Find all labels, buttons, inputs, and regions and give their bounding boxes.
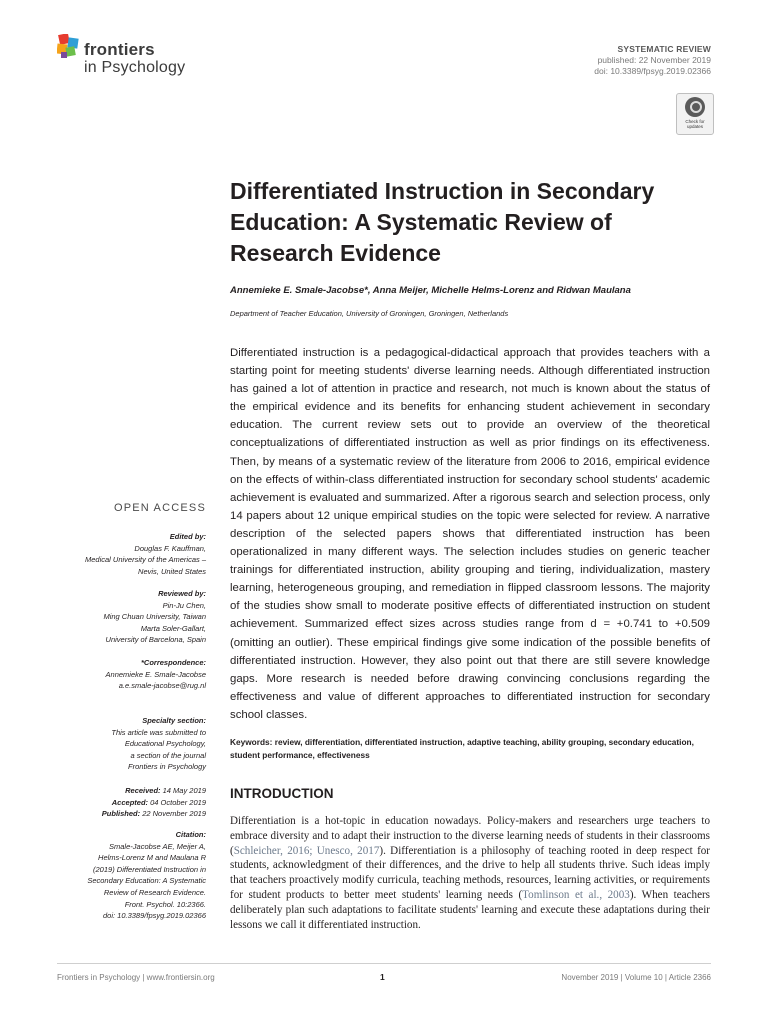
- accepted-value: 04 October 2019: [148, 797, 206, 807]
- open-access-label: OPEN ACCESS: [113, 502, 206, 514]
- editor-line: Douglas F. Kauffman,: [134, 543, 206, 553]
- received-label: Received:: [125, 786, 161, 795]
- accepted-label: Accepted:: [111, 797, 149, 807]
- reviewer-line: Ming Chuan University, Taiwan: [103, 612, 206, 622]
- publish-date: published: 22 November 2019: [597, 55, 711, 65]
- published-label: Published:: [101, 809, 141, 819]
- intro-text: Differentiation is a hot-topic in education nowadays. Policy-makers and researchers urge teachers to embrace diversity and to adapt their instruction to the diverse learning needs of students in their classrooms (: [230, 815, 710, 857]
- footer-journal: Frontiers in Psychology | www.frontiersin.org: [57, 973, 215, 982]
- article-title: Differentiated Instruction in Secondary Education: A Systematic Review of Research Evidence: [230, 178, 655, 266]
- check-updates-label: Check for updates: [685, 119, 705, 129]
- edited-by-label: Edited by:: [169, 532, 206, 541]
- keywords: Keywords: review, differentiation, differentiated instruction, adaptive teaching, ability grouping, secondary education, student performance, effectiveness: [230, 737, 694, 760]
- citation-link[interactable]: Tomlinson et al., 2003: [522, 888, 630, 901]
- specialty-line: This article was submitted to: [111, 727, 206, 737]
- published-value: 22 November 2019: [140, 809, 206, 819]
- check-for-updates-badge[interactable]: [676, 93, 714, 135]
- logo-journal-name: in Psychology: [84, 59, 186, 76]
- citation-label: Citation:: [175, 830, 206, 839]
- article-meta: [594, 44, 711, 77]
- correspondence-email[interactable]: a.e.smale-jacobse@rug.nl: [118, 681, 206, 691]
- section-heading: INTRODUCTION: [230, 786, 334, 801]
- reviewer-line: Pin-Ju Chen,: [162, 600, 206, 610]
- accepted-date: [36, 797, 206, 809]
- intro-paragraph: [230, 814, 710, 932]
- logo-wordmark: frontiers: [84, 40, 155, 59]
- specialty-line: Frontiers in Psychology: [128, 762, 206, 772]
- reviewed-by-block: [36, 588, 206, 646]
- citation-line: Review of Research Evidence.: [103, 887, 206, 897]
- edited-by-block: [36, 531, 206, 577]
- reviewed-by-label: Reviewed by:: [158, 589, 206, 598]
- citation-block: [36, 829, 206, 922]
- dates-block: [36, 785, 206, 820]
- affiliation: Department of Teacher Education, University of Groningen, Groningen, Netherlands: [230, 309, 509, 318]
- published-date: [36, 808, 206, 820]
- citation-line: (2019) Differentiated Instruction in: [93, 864, 206, 874]
- abstract: Differentiated instruction is a pedagogical-didactical approach that provides teachers with a starting point for meeting students' diverse learning needs. Although differentiated instruction has gained a lot of attention in practice and research, not much is known about the status of the empirical evidence and its benefits for enhancing student achievement in secondary education. The current review sets out to provide an overview of the theoretical conceptualizations of differentiated instruction as well as prior findings on its effectiveness. Then, by means of a systematic review of the literature from 2006 to 2016, empirical evidence on the effects of within-class differentiated instruction for secondary school students' academic achievement is evaluated and summarized. After a rigorous search and selection process, only 14 papers about 12 unique empirical studies on the topic were selected for review. A narrative description of the selected papers shows that differentiated instruction has been operationalized in many different ways. The selection includes studies on generic teacher trainings for differentiated instruction, ability grouping and tiering, individualization, mastery learning, heterogeneous grouping, and remediation in flipped classroom lessons. The majority of the studies show small to moderate positive effects of differentiated instruction on student achievement. Summarized effect sizes across studies range from d = +0.741 to +0.509 (omitting an outlier). These empirical findings give some indication of the possible benefits of differentiated instruction. However, they also point out that there are still severe knowledge gaps. More research is needed before drawing convincing conclusions regarding the effectiveness and value of different approaches to differentiated instruction for secondary school classes.: [230, 347, 710, 721]
- reviewer-line: University of Barcelona, Spain: [105, 635, 206, 645]
- article-doi[interactable]: doi: 10.3389/fpsyg.2019.02366: [594, 66, 711, 76]
- specialty-label: Specialty section:: [142, 716, 206, 725]
- citation-line: Secondary Education: A Systematic: [87, 876, 206, 886]
- editor-line: Nevis, United States: [138, 566, 206, 576]
- frontiers-logo-icon: [57, 34, 81, 60]
- footer-issue: November 2019 | Volume 10 | Article 2366: [561, 973, 711, 982]
- check-updates-icon: [685, 97, 705, 117]
- intro-text: ). Differentiation is a philosophy of teaching rooted in deep respect for students, acknowledgment of their differences, and the drive to help all students thrive. Such ideas imply that teachers proactively modify curricula, teaching methods, resources, learning activities, or requirements for student products to better meet students' learning needs (: [230, 844, 711, 901]
- specialty-line: Educational Psychology,: [124, 739, 206, 749]
- footer-divider: [57, 963, 711, 964]
- citation-line: Smale-Jacobse AE, Meijer A,: [109, 841, 206, 851]
- correspondence-block: [36, 657, 206, 692]
- journal-logo: [57, 34, 217, 84]
- citation-link[interactable]: Schleicher, 2016; Unesco, 2017: [233, 844, 380, 857]
- citation-line: Front. Psychol. 10:2366.: [124, 899, 206, 909]
- author-list: Annemieke E. Smale-Jacobse*, Anna Meijer, Michelle Helms-Lorenz and Ridwan Maulana: [230, 285, 631, 296]
- reviewer-line: Marta Soler-Gallart,: [140, 623, 206, 633]
- received-date: [36, 785, 206, 797]
- citation-line: Helms-Lorenz M and Maulana R: [98, 853, 206, 863]
- citation-doi[interactable]: doi: 10.3389/fpsyg.2019.02366: [102, 911, 206, 921]
- editor-line: Medical University of the Americas –: [84, 555, 206, 565]
- correspondence-label: *Correspondence:: [140, 658, 206, 667]
- page-number: 1: [380, 972, 385, 982]
- article-type: SYSTEMATIC REVIEW: [617, 44, 711, 54]
- correspondence-name: Annemieke E. Smale-Jacobse: [105, 669, 206, 679]
- intro-text: ). When teachers deliberately plan such adaptations to facilitate students' learning and execute these adaptations during their lessons we call it differentiated instruction.: [230, 888, 710, 931]
- specialty-line: a section of the journal: [130, 750, 206, 760]
- specialty-section-block: [36, 715, 206, 773]
- received-value: 14 May 2019: [160, 786, 206, 795]
